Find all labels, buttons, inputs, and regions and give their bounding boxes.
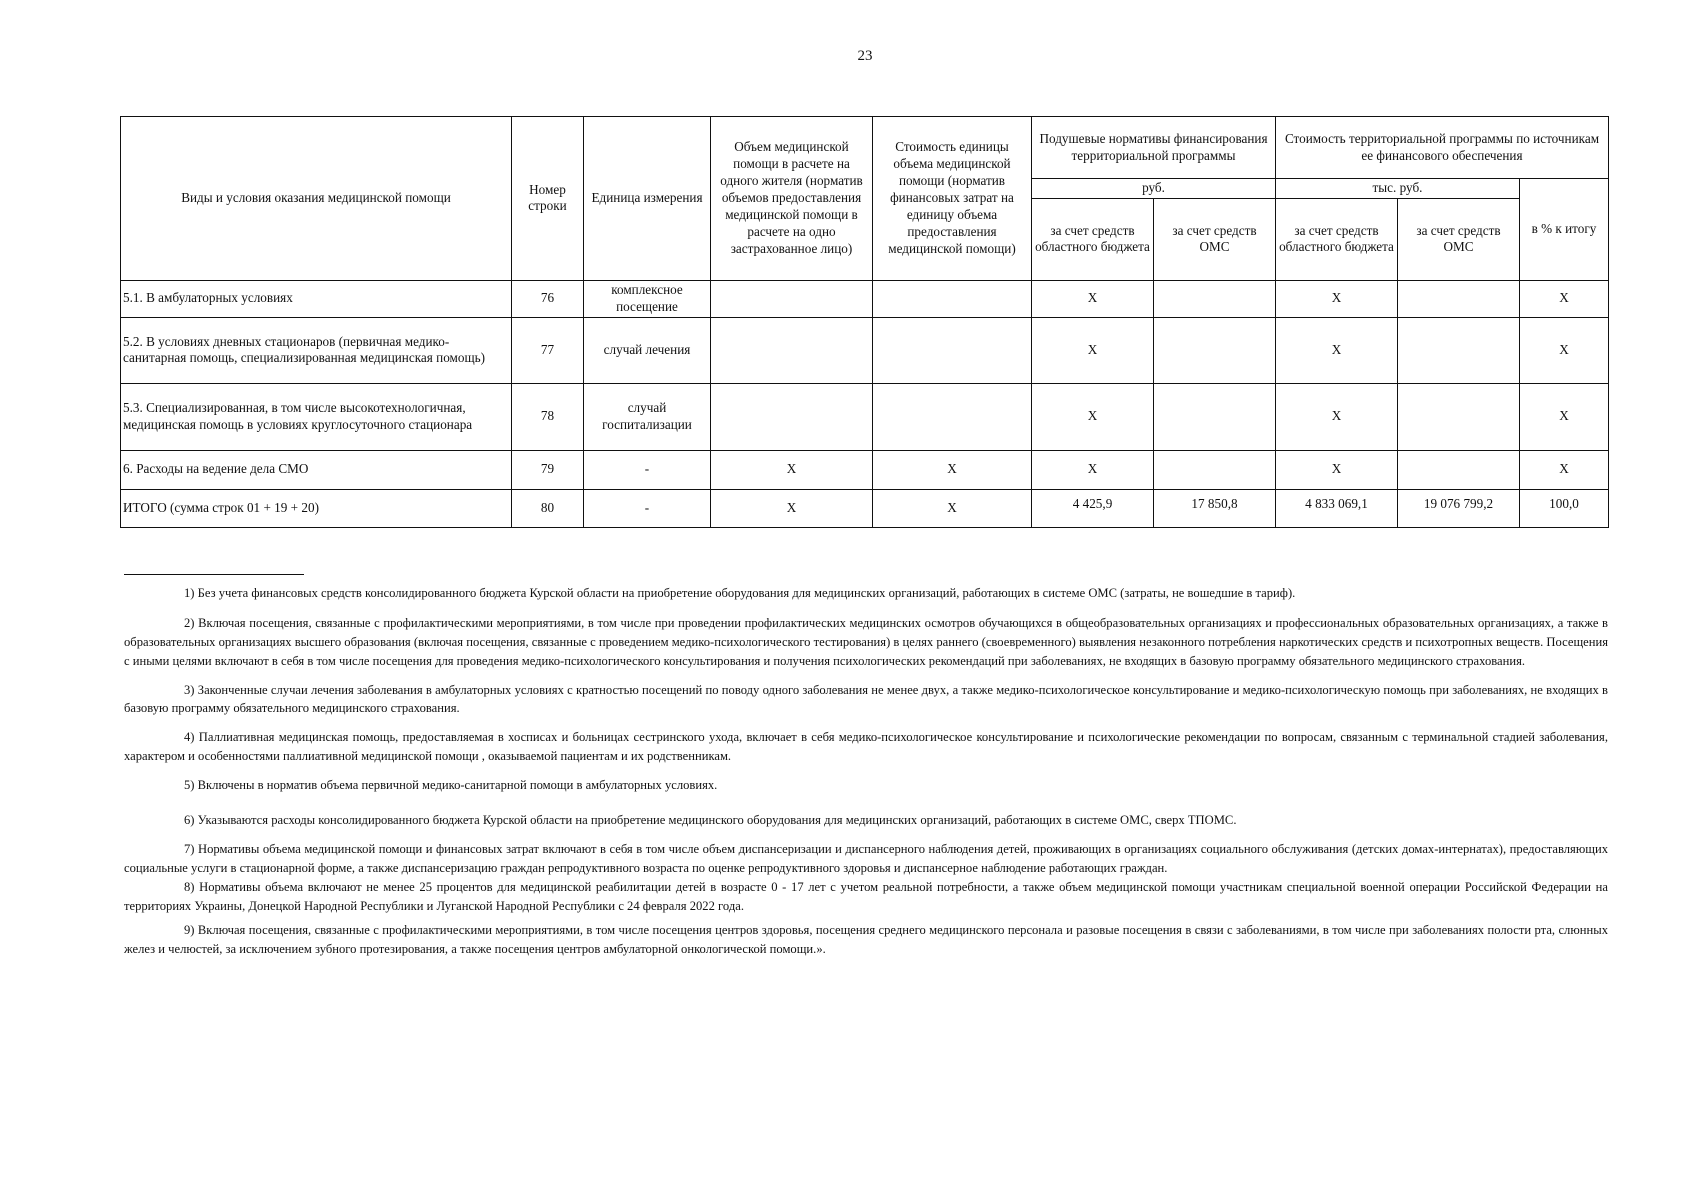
- row-pc-budget: 4 425,9: [1032, 489, 1154, 527]
- table-row-total: [121, 489, 1609, 527]
- row-unit: комплексное посещение: [584, 280, 711, 317]
- row-cost: [873, 280, 1032, 317]
- row-cost: X: [873, 489, 1032, 527]
- footnotes: [124, 580, 1608, 959]
- row-pc-budget: X: [1032, 280, 1154, 317]
- header-percent-total: в % к итогу: [1520, 179, 1609, 281]
- row-volume: [711, 317, 873, 383]
- row-name: 6. Расходы на ведение дела СМО: [121, 450, 512, 489]
- table-row: [121, 317, 1609, 383]
- row-number: 78: [512, 383, 584, 450]
- footnote-divider: [124, 574, 304, 575]
- footnote-8: 8) Нормативы объема включают не менее 25 процентов для медицинской реабилитации детей в возрасте 0 - 17 лет с учетом реальной потребности, а также объем медицинской помощи участникам специальной военной операции Российской Федерации на территориях Украины, Донецкой Народной Республики и Луганской Народной Республики с 24 февраля 2022 года.: [124, 879, 1608, 913]
- row-volume: [711, 383, 873, 450]
- row-tp-budget: X: [1276, 280, 1398, 317]
- header-unit: Единица измерения: [584, 117, 711, 281]
- row-pc-oms: [1154, 450, 1276, 489]
- row-pc-oms: 17 850,8: [1154, 489, 1276, 527]
- header-row-number: Номер строки: [512, 117, 584, 281]
- row-number: 76: [512, 280, 584, 317]
- row-volume: X: [711, 450, 873, 489]
- row-name: 5.3. Специализированная, в том числе высокотехнологичная, медицинская помощь в условиях круглосуточного стационара: [121, 383, 512, 450]
- header-pc-oms: за счет средств ОМС: [1154, 198, 1276, 280]
- footnote-2: 2) Включая посещения, связанные с профилактическими мероприятиями, в том числе при проведении профилактических медицинских осмотров обучающихся в общеобразовательных организациях и профессиональных образовательных организациях, а также в образовательных организациях высшего образования (включая посещения, связанные с проведением медико-психологического тестирования) в целях раннего (своевременного) выявления незаконного потребления наркотических средств и психотропных веществ. Посещения с иными целями включают в себя в том числе посещения для проведения медико-психологического консультирования и получения психологических рекомендаций при заболеваниях, не входящих в базовую программу обязательного медицинского страхования.: [124, 615, 1609, 668]
- row-tp-oms: 19 076 799,2: [1398, 489, 1520, 527]
- footnote-6: 6) Указываются расходы консолидированного бюджета Курской области на приобретение медицинского оборудования для медицинских организаций, работающих в системе ОМС, сверх ТПОМС.: [184, 813, 1237, 828]
- footnote-3: 3) Законченные случаи лечения заболевания в амбулаторных условиях с кратностью посещений по поводу одного заболевания не менее двух, а также медико-психологическое консультирование и медико-психологическую помощь при заболеваниях, не входящих в базовую программу обязательного медицинского страхования.: [124, 682, 1608, 716]
- header-program-cost: Стоимость территориальной программы по источникам ее финансового обеспечения: [1276, 117, 1609, 179]
- footnote-5: 5) Включены в норматив объема первичной медико-санитарной помощи в амбулаторных условиях.: [184, 778, 718, 793]
- row-pc-oms: [1154, 280, 1276, 317]
- row-percent: X: [1520, 383, 1609, 450]
- row-number: 79: [512, 450, 584, 489]
- row-number: 80: [512, 489, 584, 527]
- row-percent: X: [1520, 280, 1609, 317]
- row-name: 5.1. В амбулаторных условиях: [121, 280, 512, 317]
- row-unit: -: [584, 489, 711, 527]
- row-pc-oms: [1154, 317, 1276, 383]
- page-number: 23: [857, 48, 873, 64]
- row-percent: X: [1520, 317, 1609, 383]
- header-tp-oms: за счет средств ОМС: [1398, 198, 1520, 280]
- row-pc-oms: [1154, 383, 1276, 450]
- row-tp-oms: [1398, 450, 1520, 489]
- table-row: [121, 450, 1609, 489]
- header-per-capita: Подушевые нормативы финансирования территориальной программы: [1032, 117, 1276, 179]
- row-pc-budget: X: [1032, 450, 1154, 489]
- footnote-7: 7) Нормативы объема медицинской помощи и финансовых затрат включают в себя в том числе объем диспансеризации и диспансерного наблюдения детей, проживающих в организациях социального обслуживания (детских домах-интернатах), предоставляющих социальные услуги в стационарной форме, а также диспансеризацию граждан репродуктивного возраста по оценке репродуктивного здоровья и диспансерное наблюдение работающих граждан.: [124, 841, 1608, 875]
- row-pc-budget: X: [1032, 383, 1154, 450]
- financing-table: [120, 116, 1609, 528]
- row-name: 5.2. В условиях дневных стационаров (первичная медико-санитарная помощь, специализированная медицинская помощь): [121, 317, 512, 383]
- row-percent: X: [1520, 450, 1609, 489]
- row-tp-oms: [1398, 383, 1520, 450]
- row-name: ИТОГО (сумма строк 01 + 19 + 20): [121, 489, 512, 527]
- row-tp-budget: 4 833 069,1: [1276, 489, 1398, 527]
- footnote-4: 4) Паллиативная медицинская помощь, предоставляемая в хосписах и больницах сестринского ухода, включает в себя медико-психологическое консультирование и психологические рекомендации по вопросам, связанным с терминальной стадией заболевания, характером и особенностями паллиативной медицинской помощи , оказываемой пациентам и их родственникам.: [124, 730, 1608, 764]
- footnote-9: 9) Включая посещения, связанные с профилактическими мероприятиями, в том числе посещения центров здоровья, посещения среднего медицинского персонала и разовые посещения в связи с заболеваниями, в том числе при заболеваниях полости рта, слюнных желез и челюстей, за исключением зубного протезирования, а также посещения центров амбулаторной онкологической помощи.».: [124, 923, 1608, 957]
- row-unit: случай госпитализации: [584, 383, 711, 450]
- header-unit-rub: руб.: [1032, 179, 1276, 199]
- row-tp-oms: [1398, 317, 1520, 383]
- header-kinds-conditions: Виды и условия оказания медицинской помощи: [121, 117, 512, 281]
- row-pc-budget: X: [1032, 317, 1154, 383]
- row-unit: -: [584, 450, 711, 489]
- header-unit-cost: Стоимость единицы объема медицинской помощи (норматив финансовых затрат на единицу объема предоставления медицинской помощи): [873, 117, 1032, 281]
- row-unit: случай лечения: [584, 317, 711, 383]
- row-volume: X: [711, 489, 873, 527]
- row-cost: [873, 317, 1032, 383]
- row-cost: [873, 383, 1032, 450]
- row-tp-oms: [1398, 280, 1520, 317]
- header-volume: Объем медицинской помощи в расчете на одного жителя (норматив объемов предоставления медицинской помощи в расчете на одно застрахованное лицо): [711, 117, 873, 281]
- row-cost: X: [873, 450, 1032, 489]
- row-volume: [711, 280, 873, 317]
- header-tp-regional-budget: за счет средств областного бюджета: [1276, 198, 1398, 280]
- header-pc-regional-budget: за счет средств областного бюджета: [1032, 198, 1154, 280]
- footnote-1: 1) Без учета финансовых средств консолидированного бюджета Курской области на приобретение оборудования для медицинских организаций, работающих в системе ОМС (затраты, не вошедшие в тариф).: [184, 586, 1296, 600]
- header-unit-thousand-rub: тыс. руб.: [1276, 179, 1520, 199]
- row-tp-budget: X: [1276, 450, 1398, 489]
- table-row: [121, 383, 1609, 450]
- row-percent: 100,0: [1520, 489, 1609, 527]
- row-number: 77: [512, 317, 584, 383]
- table-row: [121, 280, 1609, 317]
- row-tp-budget: X: [1276, 383, 1398, 450]
- row-tp-budget: X: [1276, 317, 1398, 383]
